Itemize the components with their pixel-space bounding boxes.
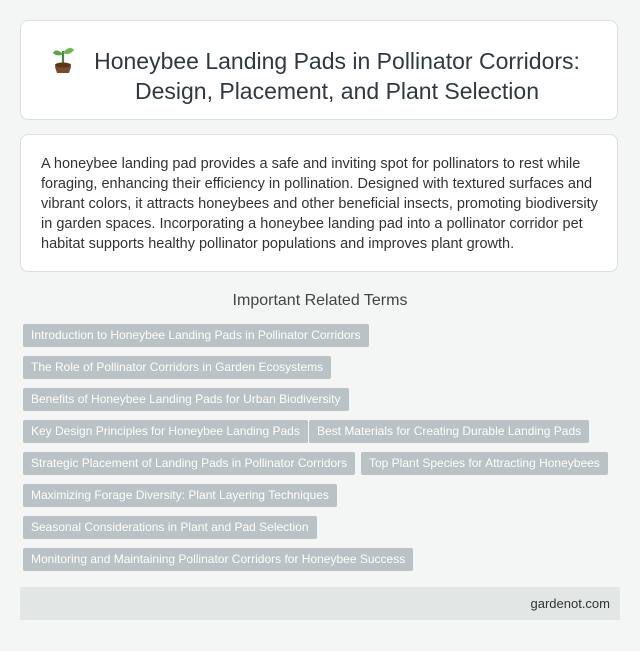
related-term-tag[interactable]: Strategic Placement of Landing Pads in Pollinator Corridors [23, 452, 355, 475]
related-term-tag[interactable]: Monitoring and Maintaining Pollinator Corridors for Honeybee Success [23, 548, 413, 571]
related-terms-heading: Important Related Terms [232, 292, 408, 309]
related-term-tag[interactable]: Key Design Principles for Honeybee Landing Pads [23, 420, 308, 443]
related-term-tag[interactable]: Seasonal Considerations in Plant and Pad Selection [23, 516, 317, 539]
related-term-tag[interactable]: Best Materials for Creating Durable Landing Pads [309, 420, 589, 443]
footer-bar [20, 587, 620, 620]
related-term-tag[interactable]: Maximizing Forage Diversity: Plant Layering Techniques [23, 484, 337, 507]
related-term-tag[interactable]: The Role of Pollinator Corridors in Garden Ecosystems [23, 356, 331, 379]
intro-card [20, 134, 618, 272]
footer-site-link[interactable]: gardenot.com [530, 596, 610, 611]
related-term-tag[interactable]: Top Plant Species for Attracting Honeybees [361, 452, 608, 475]
title-card [20, 20, 618, 120]
intro-paragraph: A honeybee landing pad provides a safe and inviting spot for pollinators to rest while foraging, enhancing their efficiency in pollination. Designed with textured surfaces and vibrant colors, it attracts honeybees and other beneficial insects, promoting biodiversity in garden spaces. Incorporating a honeybee landing pad into a pollinator corridor pet habitat supports healthy pollinator populations and improves plant growth. [41, 156, 598, 252]
page-title: Honeybee Landing Pads in Pollinator Corridors: Design, Placement, and Plant Selection [94, 48, 580, 104]
related-term-tag[interactable]: Benefits of Honeybee Landing Pads for Urban Biodiversity [23, 388, 349, 411]
related-term-tag[interactable]: Introduction to Honeybee Landing Pads in Pollinator Corridors [23, 324, 369, 347]
